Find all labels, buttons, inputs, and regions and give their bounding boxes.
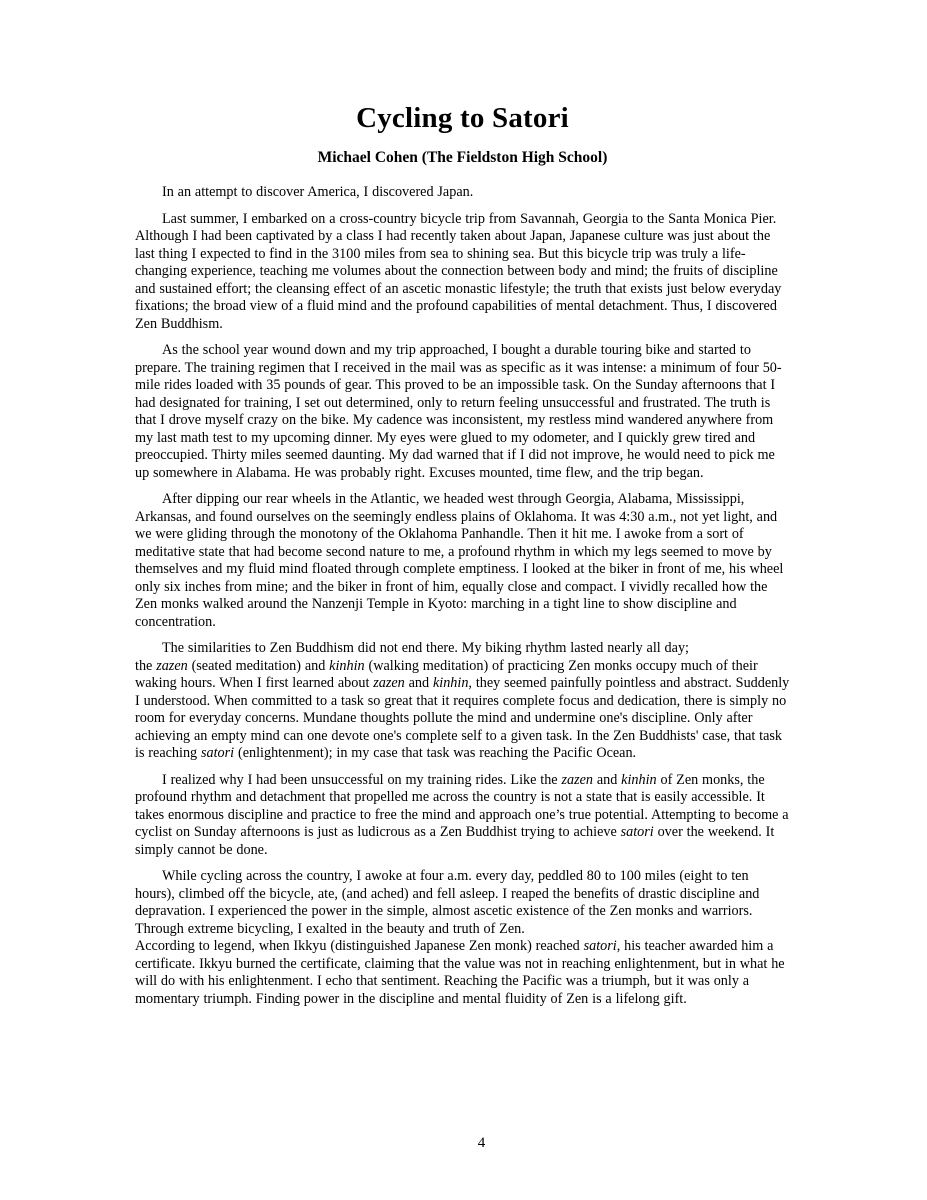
- author-line: Michael Cohen (The Fieldston High School): [317, 149, 608, 166]
- text-run: The similarities to Zen Buddhism did not end there. My biking rhythm lasted nearly all day;: [162, 640, 689, 656]
- page-title: Cycling to Satori: [356, 102, 569, 134]
- text-run: (seated meditation) and: [187, 657, 330, 674]
- paragraph: [135, 868, 790, 1008]
- paragraph: [135, 184, 790, 202]
- text-run: As the school year wound down and my trip approached, I bought a durable touring bike and started to prepare. The training regimen that I received in the mail was as specific as it was intense: a minimum of four 50-mile rides loaded with 35 pounds of gear. This proved to be an impossible task. On the Sunday afternoons that I had designated for training, I set out determined, only to return feeling unsuccessful and frustrated. The truth is that I drove myself crazy on the bike. My cadence was inconsistent, my restless mind wandered anywhere from my last math test to my upcoming dinner. My eyes were glued to my odometer, and I quickly grew tired and preoccupied. Thirty miles seemed daunting. My dad warned that if I did not improve, he would need to pick me up somewhere in Alabama. He was probably right. Excuses mounted, time flew, and the trip began.: [135, 342, 782, 481]
- italic-run: zazen: [373, 675, 405, 691]
- paragraph: [135, 491, 790, 631]
- italic-run: satori: [201, 745, 235, 761]
- italic-run: kinhin: [329, 657, 365, 674]
- text-run: , his teacher awarded him a certificate. Ikkyu burned the certificate, claiming that the value was not in reaching enlightenment, but in what he will do with his enlightenment. I echo that sentiment. Reaching the Pacific was a triumph, but it was only a momentary triumph. Finding power in the discipline and mental fluidity of Zen is a lifelong gift.: [135, 938, 785, 1007]
- text-run: of Zen monks, the profound rhythm and detachment that propelled me across the country is not a state that is easily accessible. It takes enormous discipline and practice to free the mind and approach one’s true potential. Attempting to become a cyclist on Sunday afternoons is just as ludicrous as a Zen Buddhist trying to achieve: [135, 771, 789, 840]
- italic-run: satori: [620, 824, 654, 840]
- italic-run: kinhin: [621, 771, 657, 788]
- paragraph: [135, 640, 790, 763]
- paragraph: [135, 772, 790, 860]
- text-run: (walking meditation) of practicing Zen monks occupy much of their waking hours. When I first learned about: [135, 657, 758, 691]
- text-run: , they seemed painfully pointless and abstract. Suddenly I understood. When committed to a task so great that it requires complete focus and dedication, there is simply no room for everyday concerns. Mundane thoughts pollute the mind and undermine one's discipline. Only after achieving an empty mind can one devote one's complete self to a given task. In the Zen Buddhists' case, that task is reaching: [135, 675, 790, 761]
- italic-run: satori: [583, 938, 617, 954]
- paragraph: [135, 342, 790, 482]
- paragraph: [135, 211, 790, 334]
- text-run: and: [592, 771, 622, 788]
- essay-body: [135, 184, 790, 1008]
- text-run: I realized why I had been unsuccessful on my training rides. Like the: [162, 771, 562, 788]
- page-number: 4: [477, 1135, 486, 1151]
- text-run: (enlightenment); in my case that task was reaching the Pacific Ocean.: [234, 745, 637, 761]
- text-run: After dipping our rear wheels in the Atlantic, we headed west through Georgia, Alabama, Mississippi, Arkansas, and found ourselves on the seemingly endless plains of Oklahoma. It was 4:30 a.m., not yet light, and we were gliding through the monotony of the Oklahoma Panhandle. Then it hit me. I awoke from a sort of meditative state that had become second nature to me, a profound rhythm in which my legs seemed to move by themselves and my fluid mind floated through complete emptiness. I looked at the biker in front of me, his wheel only six inches from mine; and the biker in front of him, equally close and compact. I vividly recalled how the Zen monks walked around the Nanzenji Temple in Kyoto: marching in a tight line to show discipline and concentration.: [135, 491, 784, 630]
- italic-run: kinhin: [432, 675, 469, 691]
- text-run: over the weekend. It simply cannot be done.: [135, 824, 775, 858]
- text-run: the: [135, 657, 157, 674]
- text-column: [135, 102, 790, 1008]
- italic-run: zazen: [561, 771, 593, 788]
- text-run: and: [404, 675, 433, 691]
- text-run: According to legend, when Ikkyu (distinguished Japanese Zen monk) reached: [135, 938, 584, 954]
- text-run: In an attempt to discover America, I discovered Japan.: [162, 184, 474, 200]
- italic-run: zazen: [156, 657, 188, 674]
- text-run: While cycling across the country, I awoke at four a.m. every day, peddled 80 to 100 miles (eight to ten hours), climbed off the bicycle, ate, (and ached) and fell asleep. I reaped the benefits of drastic discipline and depravation. I experienced the power in the simple, almost ascetic existence of the Zen monks and warriors. Through extreme bicycling, I exalted in the beauty and truth of Zen.: [135, 868, 760, 937]
- text-run: Last summer, I embarked on a cross-country bicycle trip from Savannah, Georgia to the Santa Monica Pier. Although I had been captivated by a class I had recently taken about Japan, Japanese culture was just about the last thing I expected to find in the 3100 miles from sea to shining sea. But this bicycle trip was truly a life-changing experience, teaching me volumes about the connection between body and mind; the fruits of discipline and sustained effort; the cleansing effect of an ascetic monastic lifestyle; the truth that exists just below everyday fixations; the broad view of a fluid mind and the profound capabilities of mental detachment. Thus, I discovered Zen Buddhism.: [135, 210, 782, 332]
